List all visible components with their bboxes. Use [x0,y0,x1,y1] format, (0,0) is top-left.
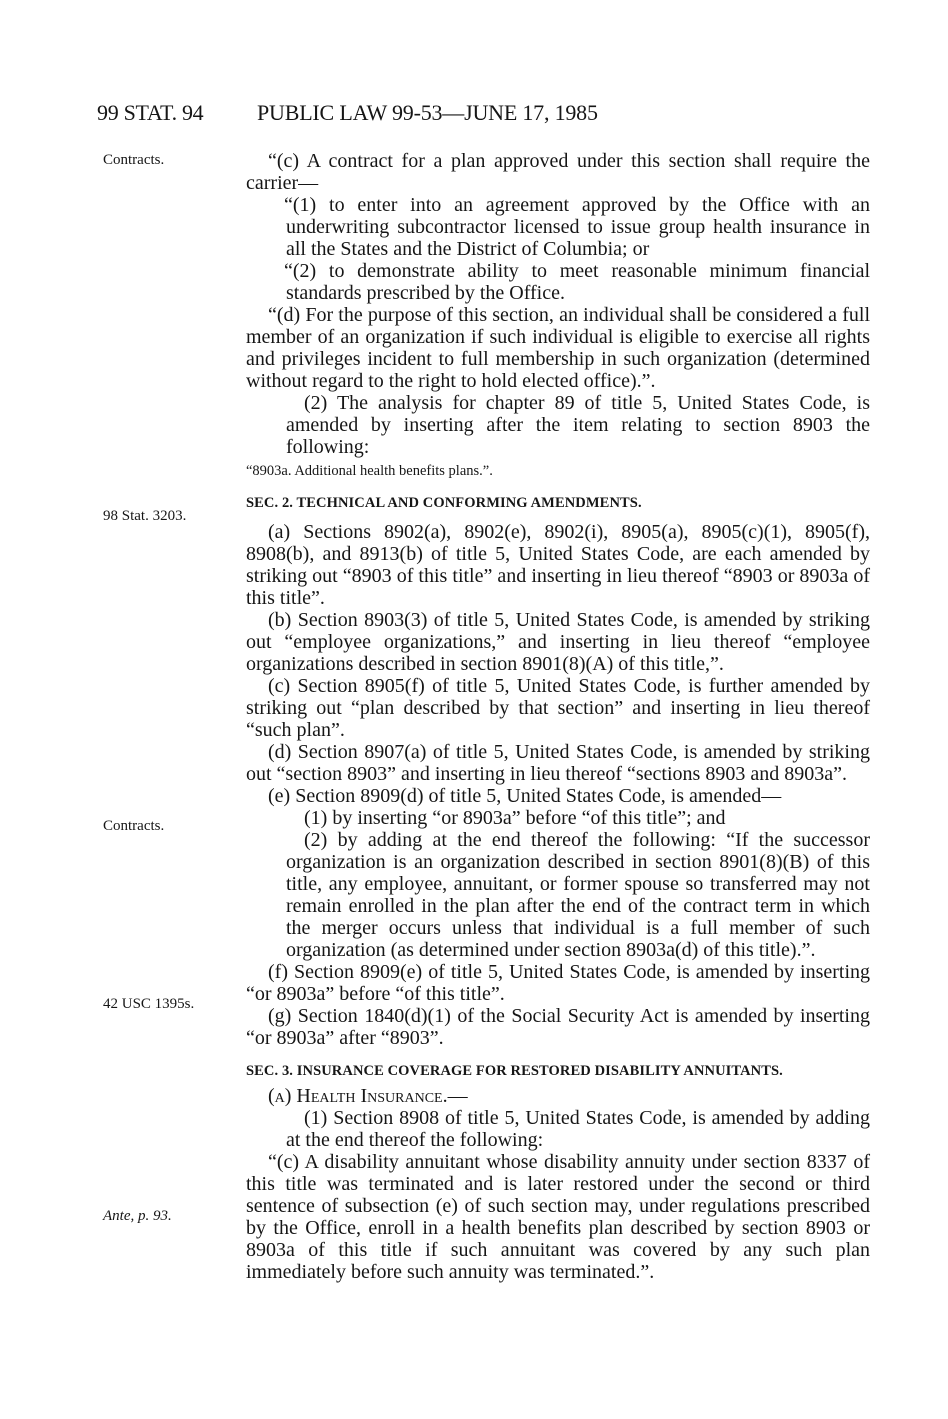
body-text [246,150,870,1283]
paragraph: (c) Section 8905(f) of title 5, United States Code, is further amended by striking out “plan described by that section” and inserting in lieu thereof “such plan”. [246,675,870,741]
section-heading-2: SEC. 2. TECHNICAL AND CONFORMING AMENDMENTS. [246,495,642,511]
paragraph: “(2) to demonstrate ability to meet reasonable minimum financial standards prescribed by the Office. [284,260,870,304]
paragraph: (1) by inserting “or 8903a” before “of this title”; and [304,807,726,829]
margin-note-contracts-2: Contracts. [103,818,165,834]
section-heading-3: SEC. 3. INSURANCE COVERAGE FOR RESTORED DISABILITY ANNUITANTS. [246,1063,783,1079]
paragraph: “(c) A contract for a plan approved under this section shall require the carrier— [246,150,870,194]
analysis-item: “8903a. Additional health benefits plans.”. [246,463,493,479]
subsection-heading: (a) Health Insurance.— [268,1085,468,1107]
paragraph: “(c) A disability annuitant whose disability annuity under section 8337 of this title was terminated and is later restored under the second or third sentence of subsection (e) of such section may, under regulations prescribed by the Office, enroll in a health benefits plan described by section 8903 or 8903a of this title if such annuitant was covered by any such plan immediately before such annuity was terminated.”. [246,1151,870,1283]
paragraph: (1) Section 8908 of title 5, United States Code, is amended by adding at the end thereof the following: [286,1107,870,1151]
margin-note-contracts-1: Contracts. [103,152,165,168]
paragraph: (2) by adding at the end thereof the following: “If the successor organization is an organization described in section 8901(8)(B) of this title, any employee, annuitant, or former spouse so transferred may not remain enrolled in the plan after the end of the contract term in which the merger occurs unless that individual is a full member of such organization (as determined under section 8903a(d) of this title).”. [286,829,870,961]
margin-note-ante: Ante, p. 93. [103,1208,172,1224]
page-title: PUBLIC LAW 99-53—JUNE 17, 1985 [257,100,598,125]
paragraph: (g) Section 1840(d)(1) of the Social Security Act is amended by inserting “or 8903a” after “8903”. [246,1005,870,1049]
paragraph: “(d) For the purpose of this section, an individual shall be considered a full member of an organization if such individual is eligible to exercise all rights and privileges incident to full membership in such organization (determined without regard to the right to hold elected office).”. [246,304,870,392]
paragraph: (f) Section 8909(e) of title 5, United States Code, is amended by inserting “or 8903a” before “of this title”. [246,961,870,1005]
paragraph: (b) Section 8903(3) of title 5, United States Code, is amended by striking out “employee organizations,” and inserting in lieu thereof “employee organizations described in section 8901(8)(A) of this title,”. [246,609,870,675]
paragraph: (a) Sections 8902(a), 8902(e), 8902(i), 8905(a), 8905(c)(1), 8905(f), 8908(b), and 8913(b) of title 5, United States Code, are each amended by striking out “8903 of this title” and inserting in lieu thereof “8903 or 8903a of this title”. [246,521,870,609]
statute-reference: 99 STAT. 94 [97,100,204,125]
margin-note-98-stat: 98 Stat. 3203. [103,508,187,524]
paragraph: “(1) to enter into an agreement approved by the Office with an underwriting subcontractor licensed to issue group health insurance in all the States and the District of Columbia; or [284,194,870,260]
margin-note-42-usc: 42 USC 1395s. [103,996,195,1012]
paragraph: (e) Section 8909(d) of title 5, United States Code, is amended— [268,785,782,807]
paragraph: (2) The analysis for chapter 89 of title 5, United States Code, is amended by inserting after the item relating to section 8903 the following: [286,392,870,458]
paragraph: (d) Section 8907(a) of title 5, United States Code, is amended by striking out “section 8903” and inserting in lieu thereof “sections 8903 and 8903a”. [246,741,870,785]
